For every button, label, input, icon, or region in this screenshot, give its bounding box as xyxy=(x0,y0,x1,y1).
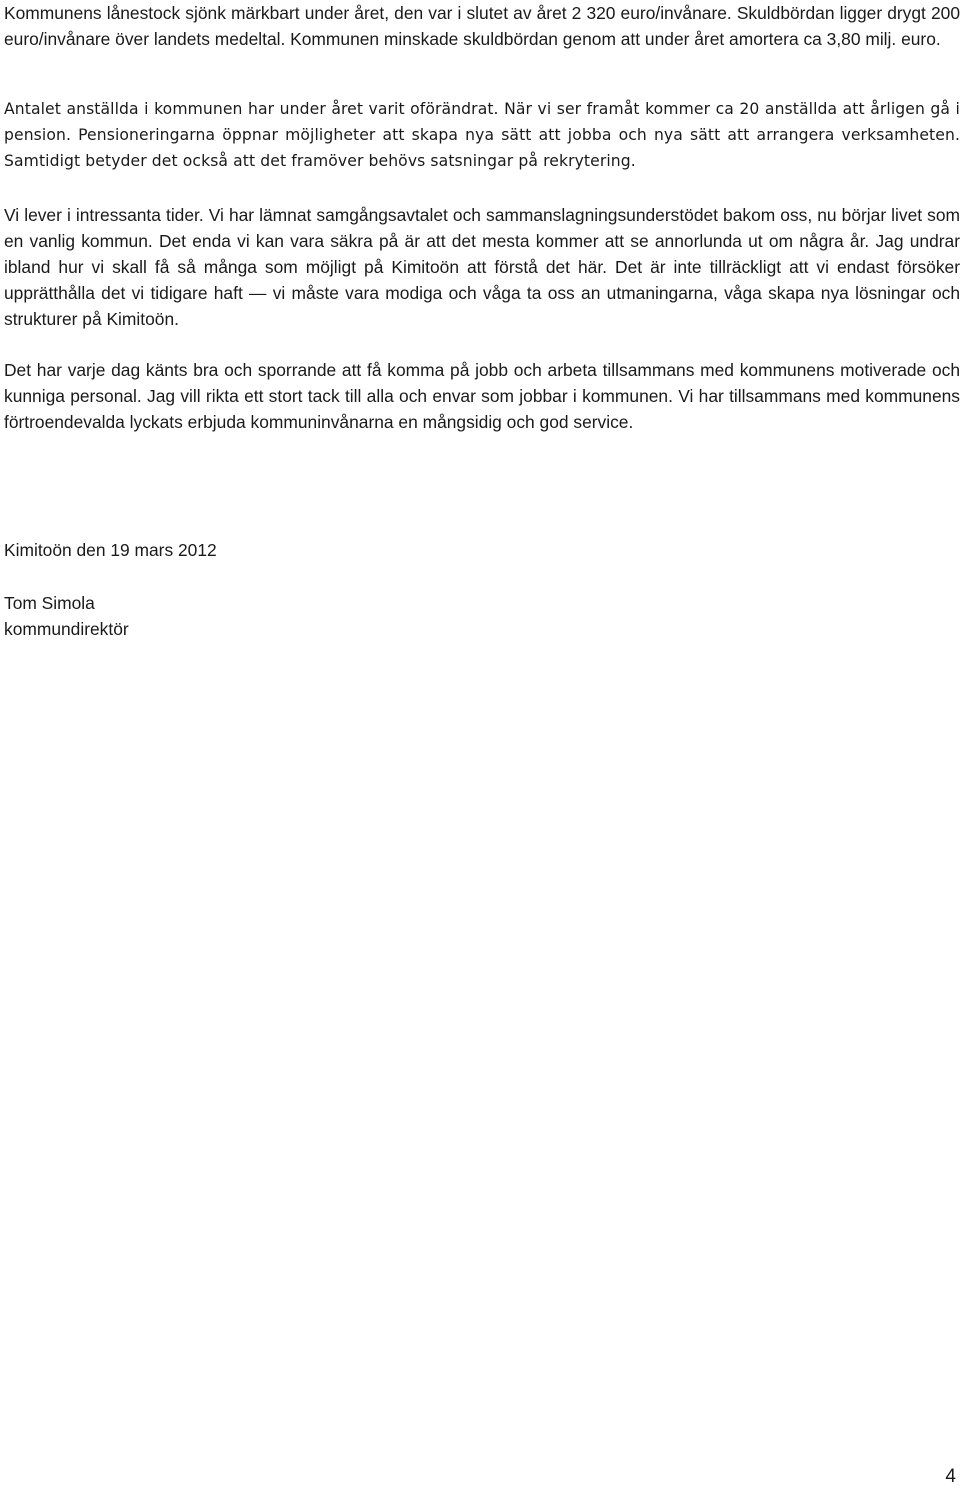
signature-title: kommundirektör xyxy=(4,619,129,639)
signature-place-date: Kimitoön den 19 mars 2012 xyxy=(4,540,217,560)
paragraph-thanks: Det har varje dag känts bra och sporrande att få komma på jobb och arbeta tillsammans med kommunens motiverade och kunniga personal. Jag vill rikta ett stort tack till alla och envar som jobbar i kommunen. Vi har tillsammans med kommunens förtroendevalda lyckats erbjuda kommuninvånarna en mångsidig och god service. xyxy=(4,360,960,432)
page-number: 4 xyxy=(945,1466,956,1487)
paragraph-loans: Kommunens lånestock sjönk märkbart under året, den var i slutet av året 2 320 euro/invånare. Skuldbördan ligger drygt 200 euro/invånare över landets medeltal. Kommunen minskade skuldbördan genom att under året amortera ca 3,80 milj. euro. xyxy=(4,3,960,49)
paragraph-times: Vi lever i intressanta tider. Vi har lämnat samgångsavtalet och sammanslagningsunderstödet bakom oss, nu börjar livet som en vanlig kommun. Det enda vi kan vara säkra på är att det mesta kommer att se annorlunda ut om några år. Jag undrar ibland hur vi skall få så många som möjligt på Kimitoön att förstå det här. Det är inte tillräckligt att vi endast försöker upprätthålla det vi tidigare haft — vi måste vara modiga och våga ta oss an utmaningarna, våga skapa nya lösningar och strukturer på Kimitoön. xyxy=(4,205,960,329)
document-page xyxy=(4,0,960,1491)
paragraph-staff: Antalet anställda i kommunen har under året varit oförändrat. När vi ser framåt kommer ca 20 anställda att årligen gå i pension. Pensioneringarna öppnar möjligheter att skapa nya sätt att jobba och nya sätt att arrangera verksamheten. Samtidigt betyder det också att det framöver behövs satsningar på rekrytering. xyxy=(4,100,960,170)
signature-name: Tom Simola xyxy=(4,593,95,613)
